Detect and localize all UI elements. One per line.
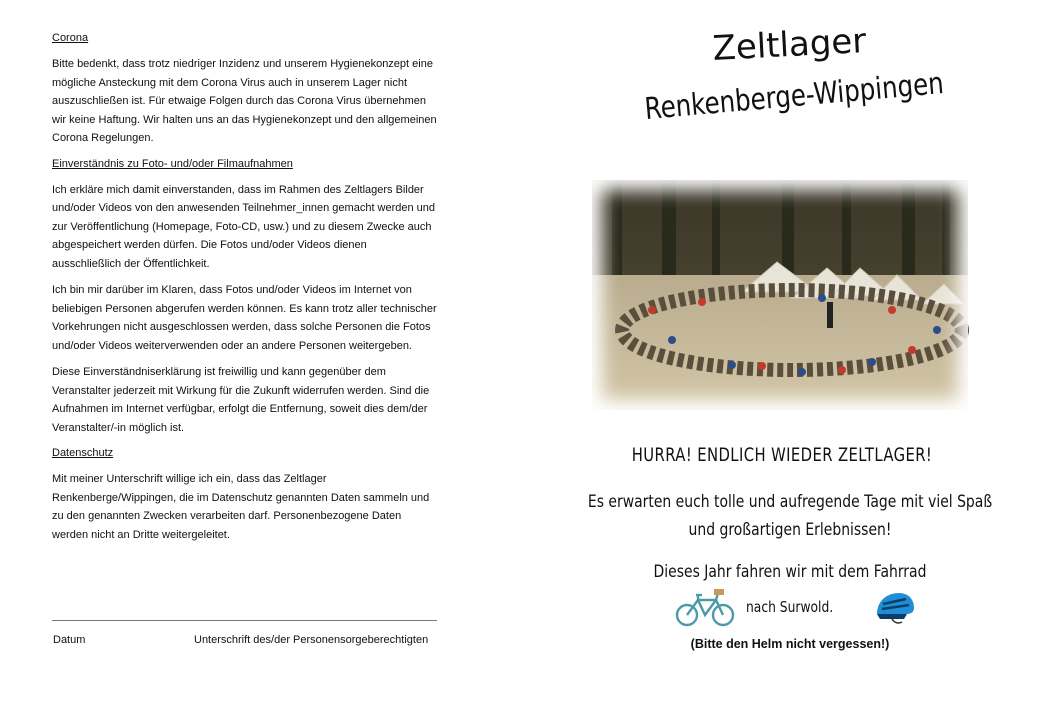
bicycle-icon: [674, 588, 736, 628]
signature-label: Unterschrift des/der Personensorgeberechtigten: [194, 634, 429, 646]
corona-text: Bitte bedenkt, dass trotz niedriger Inzidenz und unserem Hygienekonzept eine mögliche Ansteckung mit dem Corona Virus auch in unserem Lager nicht auszuschließen ist. Für etwaige Folgen durch das Corona Virus übernehmen wir keine Haftung. Wir halten uns an das Hygienekonzept und den allgemeinen Corona Regelungen.: [52, 58, 437, 144]
date-label: Datum: [53, 634, 86, 646]
corona-heading: Corona: [52, 32, 89, 44]
headline: HURRA! ENDLICH WIEDER ZELTLAGER!: [631, 444, 933, 466]
subtitle-line-1: Es erwarten euch tolle und aufregende Tage mit viel Spaß: [587, 492, 993, 512]
subtitle: [585, 488, 995, 544]
left-page: [52, 30, 437, 552]
subtitle-line-2: und großartigen Erlebnissen!: [688, 520, 892, 540]
destination-text: nach Surwold.: [746, 598, 834, 616]
destination-row: [674, 588, 934, 628]
photo-consent-p2: Ich bin mir darüber im Klaren, dass Fotos und/oder Videos im Internet von beliebigen Personen abgerufen werden können. Es kann trotz aller technischer Vorkehrungen nicht ausgeschlossen werden, dass solche Personen die Fotos und/oder Videos weiterverwenden oder an andere Personen weitergeben.: [52, 284, 437, 352]
photo-consent-p3: Diese Einverständniserklärung ist freiwillig und kann gegenüber dem Veranstalter jederzeit mit Wirkung für die Zukunft widerrufen werden. Sind die Aufnahmen im Internet verfügbar, erfolgt die Entfernung, soweit dies dem/der Veranstalter/-in möglich ist.: [52, 366, 430, 434]
title-line-1: Zeltlager: [711, 21, 868, 70]
signature-line: [52, 620, 437, 621]
photo-consent-heading: Einverständnis zu Foto- und/oder Filmaufnahmen: [52, 157, 293, 170]
right-page: [540, 0, 1024, 724]
privacy-heading: Datenschutz: [52, 447, 114, 459]
title-line-2: Renkenberge-Wippingen: [643, 60, 1012, 128]
photo-consent-p1: Ich erkläre mich damit einverstanden, dass im Rahmen des Zeltlagers Bilder und/oder Videos von den anwesenden Teilnehmer_innen gemacht werden und zur Veröffentlichung (Homepage, Foto-CD, usw.) und zu diesem Zwecke auch abgespeichert werden dürfen. Die Fotos und/oder Videos dienen ausschließlich der Öffentlichkeit.: [52, 183, 436, 270]
camp-title: [620, 14, 1012, 139]
privacy-text: Mit meiner Unterschrift willige ich ein, dass das Zeltlager Renkenberge/Wippingen, die im Datenschutz genannten Daten sammeln und zu den genannten Zwecken verarbeiten darf. Personenbezogene Daten werden nicht an Dritte weitergeleitet.: [52, 473, 430, 541]
helmet-icon: [874, 590, 916, 626]
helmet-note: (Bitte den Helm nicht vergessen!): [690, 637, 890, 651]
camp-photo: [592, 180, 968, 410]
bike-line: Dieses Jahr fahren wir mit dem Fahrrad: [653, 562, 927, 582]
